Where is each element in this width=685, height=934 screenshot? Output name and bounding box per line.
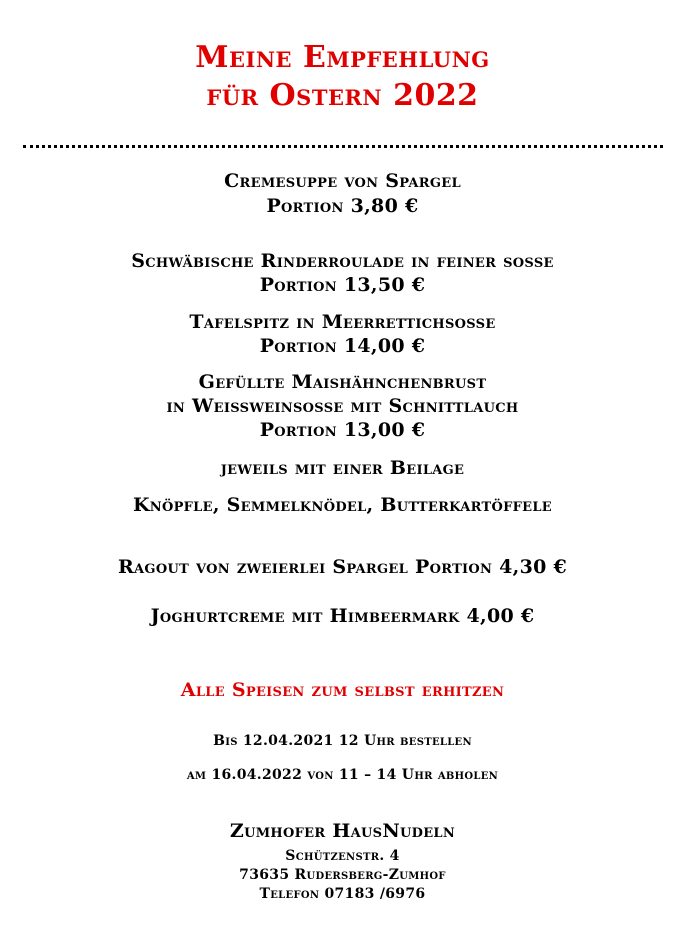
soup-name: Cremesuppe von Spargel bbox=[224, 170, 461, 192]
title-line-1: Meine Empfehlung bbox=[195, 40, 490, 75]
roulade-name: Schwäbische Rinderroulade in feiner sosse bbox=[131, 250, 554, 272]
soup-price: Portion 3,80 € bbox=[266, 195, 419, 217]
side-options: Knöpfle, Semmelknödel, Butterkartöffele bbox=[132, 494, 553, 516]
roulade-price: Portion 13,50 € bbox=[259, 274, 426, 296]
street-address: Schützenstr. 4 bbox=[285, 848, 400, 864]
pickup-time: am 16.04.2022 von 11 – 14 Uhr abholen bbox=[186, 767, 499, 783]
phone-number: Telefon 07183 /6976 bbox=[259, 886, 426, 902]
title-line-2: für Ostern 2022 bbox=[206, 78, 479, 113]
ragout-item: Ragout von zweierlei Spargel Portion 4,30 € bbox=[117, 556, 568, 578]
dotted-divider bbox=[23, 145, 663, 148]
company-name: Zumhofer HausNudeln bbox=[229, 820, 456, 842]
city-address: 73635 Rudersberg-Zumhof bbox=[239, 867, 446, 883]
reheat-notice: Alle Speisen zum selbst erhitzen bbox=[180, 679, 505, 701]
order-deadline: Bis 12.04.2021 12 Uhr bestellen bbox=[213, 733, 472, 749]
tafelspitz-price: Portion 14,00 € bbox=[259, 335, 426, 357]
chicken-price: Portion 13,00 € bbox=[259, 419, 426, 441]
side-note: jeweils mit einer Beilage bbox=[220, 457, 465, 479]
tafelspitz-name: Tafelspitz in Meerrettichsosse bbox=[189, 311, 496, 333]
chicken-name-line-1: Gefüllte Maishähnchenbrust bbox=[198, 371, 487, 393]
dessert-item: Joghurtcreme mit Himbeermark 4,00 € bbox=[150, 605, 535, 627]
chicken-name-line-2: in Weissweinsosse mit Schnittlauch bbox=[166, 395, 519, 417]
